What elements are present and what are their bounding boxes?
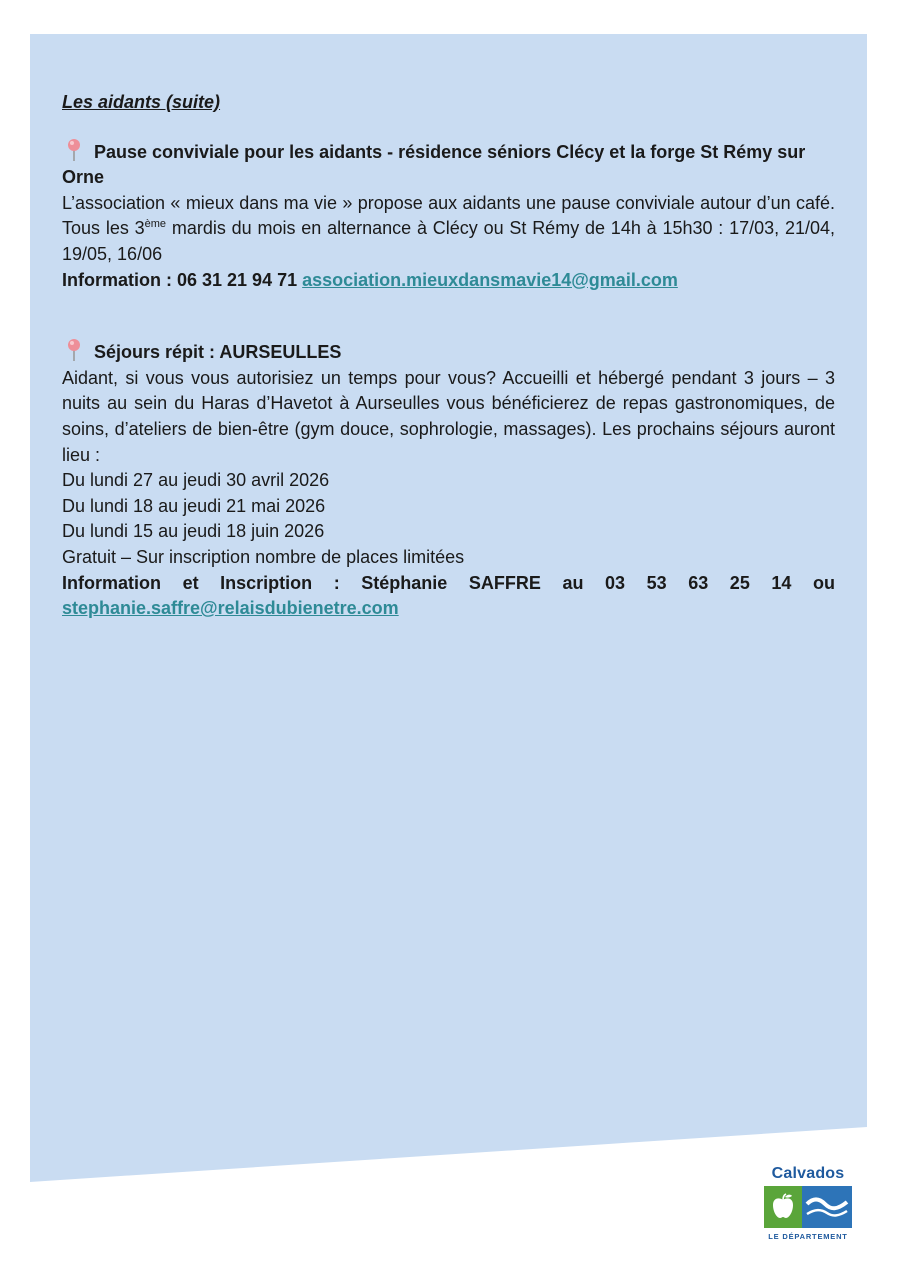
logo-wave-tile xyxy=(802,1186,852,1228)
pause-title-text: Pause conviviale pour les aidants - résidence séniors Clécy et la forge St Rémy sur Orne xyxy=(62,141,806,188)
sejours-title-text: Séjours répit : AURSEULLES xyxy=(94,342,342,363)
logo-subtitle: LE DÉPARTEMENT xyxy=(768,1232,848,1241)
sejours-date: Du lundi 18 au jeudi 21 mai 2026 xyxy=(62,495,326,516)
calvados-logo xyxy=(760,1165,856,1241)
sejours-date: Du lundi 27 au jeudi 30 avril 2026 xyxy=(62,470,330,491)
pushpin-icon xyxy=(64,138,84,162)
pushpin-icon xyxy=(64,338,84,362)
apple-icon xyxy=(770,1193,796,1221)
wave-icon xyxy=(805,1192,849,1222)
pause-description-part1: L’association « mieux dans ma vie » propose aux aidants une pause conviviale autour d’un café. Tous les 3 xyxy=(62,192,835,239)
pause-info-label: Information : 06 31 21 94 71 xyxy=(62,269,298,290)
section-heading: Les aidants (suite) xyxy=(62,92,221,112)
logo-apple-tile xyxy=(764,1186,802,1228)
logo-name: Calvados xyxy=(771,1165,845,1182)
section-sejours-repit xyxy=(62,338,835,622)
pause-description-part2: mardis du mois en alternance à Clécy ou St Rémy de 14h à 15h30 : 17/03, 21/04, 19/05, 16/06 xyxy=(62,218,835,264)
logo-mark xyxy=(764,1186,856,1228)
sejours-title xyxy=(62,338,835,366)
document-content xyxy=(62,90,835,622)
pause-info xyxy=(62,268,835,294)
sejours-date: Du lundi 15 au jeudi 18 juin 2026 xyxy=(62,521,325,542)
sejours-note: Gratuit – Sur inscription nombre de places limitées xyxy=(62,546,465,567)
pause-email-link[interactable]: association.mieuxdansmavie14@gmail.com xyxy=(302,269,678,290)
pause-title xyxy=(62,138,835,191)
pause-description xyxy=(62,191,835,268)
sejours-email-link[interactable]: stephanie.saffre@relaisdubienetre.com xyxy=(62,598,399,619)
section-pause-conviviale xyxy=(62,138,835,294)
sejours-info-label: Information et Inscription : Stéphanie SAFFRE au 03 53 63 25 14 ou xyxy=(62,572,835,593)
pause-superscript: ème xyxy=(144,218,167,231)
sejours-description: Aidant, si vous vous autorisiez un temps pour vous? Accueilli et hébergé pendant 3 jours – 3 nuits au sein du Haras d’Havetot à Aurseulles vous bénéficierez de repas gastronomiques, de soins, d’ateliers de bien-être (gym douce, sophrologie, massages). Les prochains séjours auront lieu : xyxy=(62,367,835,465)
